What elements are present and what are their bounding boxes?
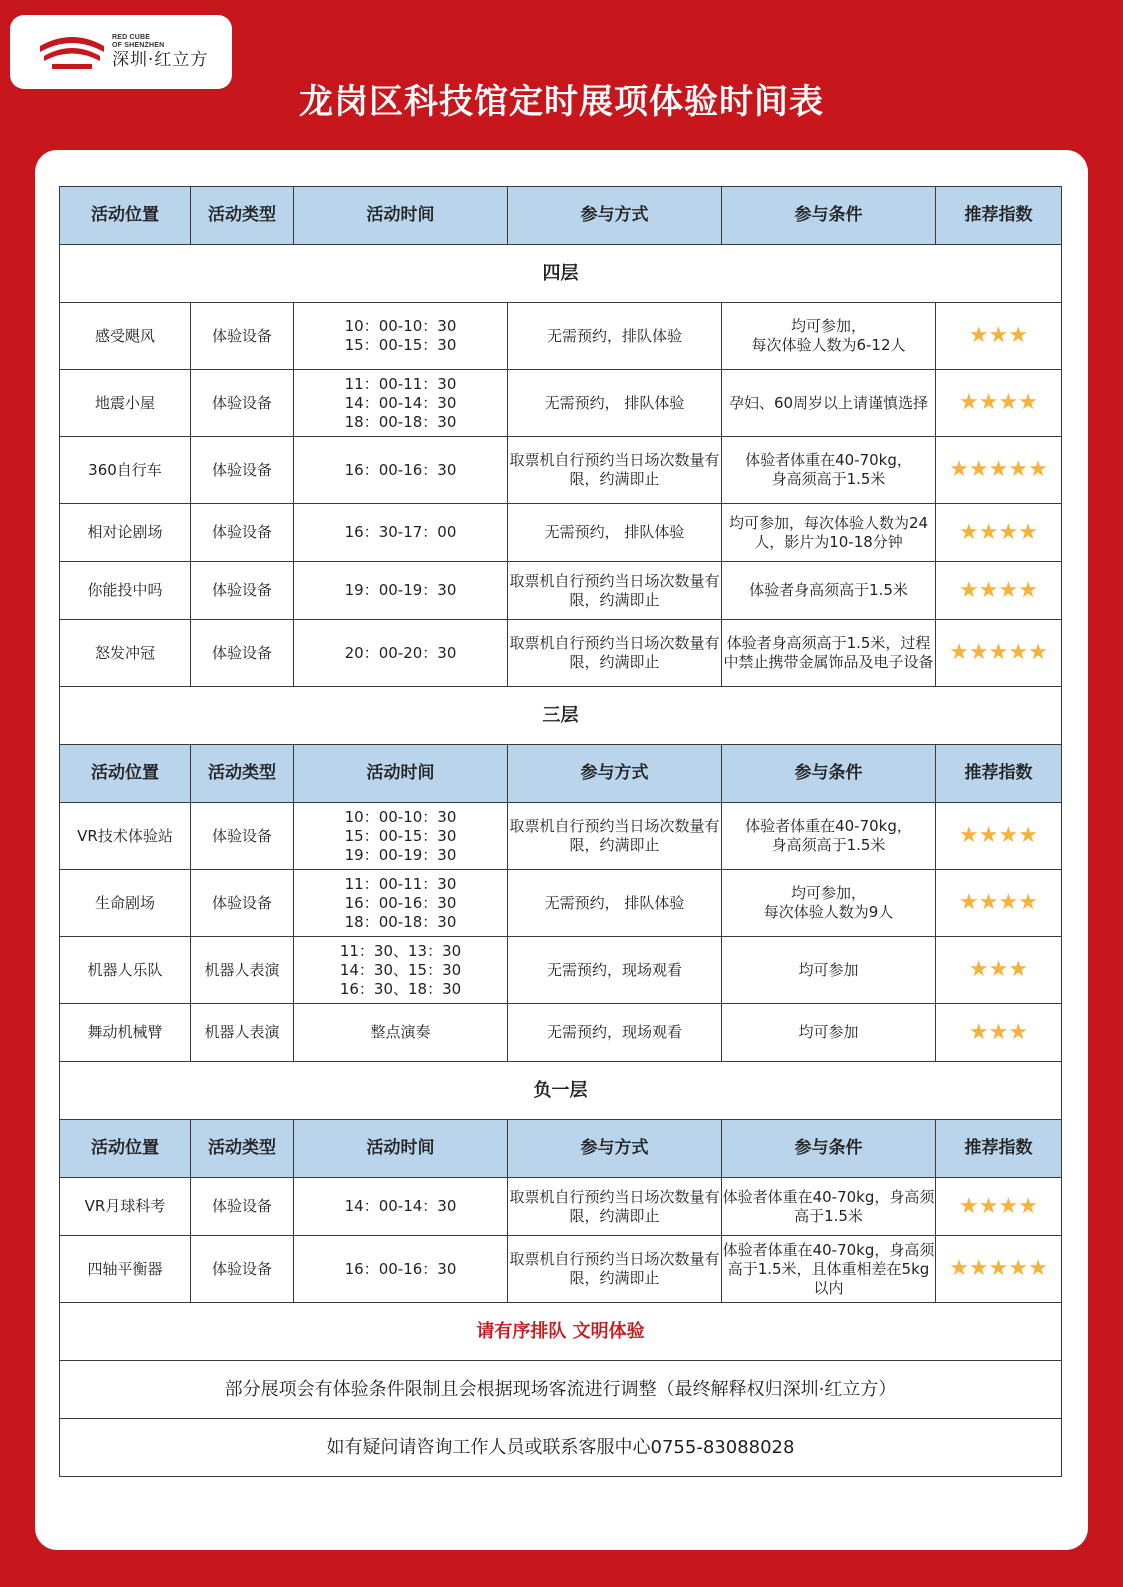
time-slot: 16：00-16：30	[344, 460, 457, 479]
cell-time	[294, 562, 508, 620]
logo-en-line1: RED CUBE	[112, 34, 151, 41]
time-slot: 16：00-16：30	[344, 893, 457, 912]
cell-location: 舞动机械臂	[60, 1004, 191, 1062]
floor-title: 三层	[60, 687, 1062, 745]
cell-time	[294, 437, 508, 504]
header-rating: 推荐指数	[936, 187, 1062, 245]
cell-location: 360自行车	[60, 437, 191, 504]
time-slot: 14：00-14：30	[344, 393, 457, 412]
cell-condition: 体验者体重在40-70kg，身高须高于1.5米，且体重相差在5kg以内	[722, 1236, 936, 1303]
cell-location: 感受飓风	[60, 303, 191, 370]
cell-location: 生命剧场	[60, 870, 191, 937]
cell-method: 无需预约， 排队体验	[508, 870, 722, 937]
cell-time	[294, 1236, 508, 1303]
rating-stars-icon: ★★★★	[936, 1178, 1062, 1236]
cell-type: 体验设备	[191, 562, 294, 620]
cell-condition: 均可参加	[722, 1004, 936, 1062]
header-time: 活动时间	[294, 745, 508, 803]
cell-method: 无需预约， 排队体验	[508, 370, 722, 437]
header-condition: 参与条件	[722, 745, 936, 803]
table-row	[60, 803, 1062, 870]
table-row	[60, 870, 1062, 937]
cell-method: 无需预约，排队体验	[508, 303, 722, 370]
header-row	[60, 745, 1062, 803]
header-rating: 推荐指数	[936, 1120, 1062, 1178]
time-slot: 18：00-18：30	[344, 912, 457, 931]
cell-time	[294, 303, 508, 370]
cell-type: 机器人表演	[191, 937, 294, 1004]
cell-condition: 体验者体重在40-70kg， 身高须高于1.5米	[722, 437, 936, 504]
page-title: 龙岗区科技馆定时展项体验时间表	[299, 82, 824, 122]
rating-stars-icon: ★★★	[936, 937, 1062, 1004]
header-location: 活动位置	[60, 187, 191, 245]
header-condition: 参与条件	[722, 1120, 936, 1178]
slogan-row	[60, 1303, 1062, 1361]
header-row	[60, 1120, 1062, 1178]
cell-time	[294, 937, 508, 1004]
time-slot: 18：00-18：30	[344, 412, 457, 431]
cell-condition: 孕妇、60周岁以上请谨慎选择	[722, 370, 936, 437]
time-slot: 11：00-11：30	[344, 874, 457, 893]
slogan-text: 请有序排队 文明体验	[60, 1303, 1062, 1361]
floor-title: 四层	[60, 245, 1062, 303]
table-row	[60, 303, 1062, 370]
cell-method: 无需预约， 排队体验	[508, 504, 722, 562]
cell-condition: 体验者体重在40-70kg， 身高须高于1.5米	[722, 803, 936, 870]
cell-condition: 体验者身高须高于1.5米，过程中禁止携带金属饰品及电子设备	[722, 620, 936, 687]
rating-stars-icon: ★★★★	[936, 370, 1062, 437]
table-row	[60, 1178, 1062, 1236]
cell-method: 取票机自行预约当日场次数量有限，约满即止	[508, 1236, 722, 1303]
cell-method: 取票机自行预约当日场次数量有限，约满即止	[508, 620, 722, 687]
header-type: 活动类型	[191, 1120, 294, 1178]
time-slot: 10：00-10：30	[344, 807, 457, 826]
cell-type: 体验设备	[191, 1236, 294, 1303]
header-method: 参与方式	[508, 1120, 722, 1178]
table-row	[60, 620, 1062, 687]
floor-title: 负一层	[60, 1062, 1062, 1120]
logo-en-line2: OF SHENZHEN	[112, 42, 165, 49]
note-text: 部分展项会有体验条件限制且会根据现场客流进行调整（最终解释权归深圳·红立方）	[60, 1361, 1062, 1419]
table-row	[60, 370, 1062, 437]
header-time: 活动时间	[294, 187, 508, 245]
table-row	[60, 562, 1062, 620]
cell-type: 体验设备	[191, 504, 294, 562]
time-slot: 15：00-15：30	[344, 826, 457, 845]
rating-stars-icon: ★★★★	[936, 803, 1062, 870]
cell-type: 体验设备	[191, 303, 294, 370]
cell-method: 无需预约，现场观看	[508, 1004, 722, 1062]
logo-cn: 深圳·红立方	[112, 50, 209, 70]
cell-type: 体验设备	[191, 620, 294, 687]
header-location: 活动位置	[60, 745, 191, 803]
header-location: 活动位置	[60, 1120, 191, 1178]
time-slot: 11：30、13：30	[339, 941, 462, 960]
rating-stars-icon: ★★★★★	[936, 620, 1062, 687]
cell-condition: 体验者身高须高于1.5米	[722, 562, 936, 620]
red-cube-logo-icon	[38, 30, 106, 74]
header-rating: 推荐指数	[936, 745, 1062, 803]
table-row	[60, 1236, 1062, 1303]
header-row	[60, 187, 1062, 245]
header-condition: 参与条件	[722, 187, 936, 245]
rating-stars-icon: ★★★★	[936, 504, 1062, 562]
cell-condition: 均可参加	[722, 937, 936, 1004]
time-slot: 16：30、18：30	[339, 979, 462, 998]
time-slot: 14：00-14：30	[344, 1197, 457, 1215]
time-slot: 整点演奏	[370, 1023, 431, 1041]
cell-method: 取票机自行预约当日场次数量有限，约满即止	[508, 1178, 722, 1236]
rating-stars-icon: ★★★★	[936, 870, 1062, 937]
rating-stars-icon: ★★★★★	[936, 437, 1062, 504]
schedule-table	[59, 186, 1062, 1477]
cell-location: 你能投中吗	[60, 562, 191, 620]
time-slot: 16：30-17：00	[344, 523, 457, 541]
cell-type: 体验设备	[191, 437, 294, 504]
floor-row	[60, 687, 1062, 745]
time-slot: 11：00-11：30	[344, 374, 457, 393]
rating-stars-icon: ★★★★★	[936, 1236, 1062, 1303]
cell-method: 无需预约，现场观看	[508, 937, 722, 1004]
cell-condition: 均可参加，每次体验人数为24人，影片为10-18分钟	[722, 504, 936, 562]
cell-method: 取票机自行预约当日场次数量有限，约满即止	[508, 562, 722, 620]
time-slot: 15：00-15：30	[344, 336, 457, 354]
cell-method: 取票机自行预约当日场次数量有限，约满即止	[508, 803, 722, 870]
rating-stars-icon: ★★★	[936, 1004, 1062, 1062]
rating-stars-icon: ★★★	[936, 303, 1062, 370]
floor-row	[60, 245, 1062, 303]
cell-location: 机器人乐队	[60, 937, 191, 1004]
cell-type: 体验设备	[191, 1178, 294, 1236]
cell-location: VR月球科考	[60, 1178, 191, 1236]
cell-condition: 体验者体重在40-70kg，身高须高于1.5米	[722, 1178, 936, 1236]
header-type: 活动类型	[191, 745, 294, 803]
cell-time	[294, 370, 508, 437]
cell-time	[294, 870, 508, 937]
header-time: 活动时间	[294, 1120, 508, 1178]
header-type: 活动类型	[191, 187, 294, 245]
table-row	[60, 937, 1062, 1004]
cell-method: 取票机自行预约当日场次数量有限，约满即止	[508, 437, 722, 504]
table-row	[60, 437, 1062, 504]
time-slot: 16：00-16：30	[344, 1259, 457, 1278]
cell-type: 体验设备	[191, 870, 294, 937]
cell-location: 怒发冲冠	[60, 620, 191, 687]
floor-row	[60, 1062, 1062, 1120]
table-row	[60, 504, 1062, 562]
cell-time	[294, 504, 508, 562]
header-method: 参与方式	[508, 187, 722, 245]
cell-condition: 均可参加， 每次体验人数为9人	[722, 870, 936, 937]
table-row	[60, 1004, 1062, 1062]
time-slot: 19：00-19：30	[344, 581, 457, 599]
cell-location: 相对论剧场	[60, 504, 191, 562]
cell-type: 体验设备	[191, 803, 294, 870]
cell-location: 四轴平衡器	[60, 1236, 191, 1303]
cell-condition: 均可参加， 每次体验人数为6-12人	[722, 303, 936, 370]
contact-row	[60, 1419, 1062, 1477]
time-slot: 10：00-10：30	[344, 317, 457, 335]
cell-time	[294, 1004, 508, 1062]
header-method: 参与方式	[508, 745, 722, 803]
cell-time	[294, 803, 508, 870]
cell-location: 地震小屋	[60, 370, 191, 437]
cell-location: VR技术体验站	[60, 803, 191, 870]
cell-time	[294, 1178, 508, 1236]
note-row	[60, 1361, 1062, 1419]
time-slot: 19：00-19：30	[344, 845, 457, 864]
contact-text: 如有疑问请咨询工作人员或联系客服中心0755-83088028	[60, 1419, 1062, 1477]
cell-time	[294, 620, 508, 687]
time-slot: 20：00-20：30	[344, 643, 457, 662]
time-slot: 14：30、15：30	[339, 960, 462, 979]
rating-stars-icon: ★★★★	[936, 562, 1062, 620]
cell-type: 机器人表演	[191, 1004, 294, 1062]
cell-type: 体验设备	[191, 370, 294, 437]
